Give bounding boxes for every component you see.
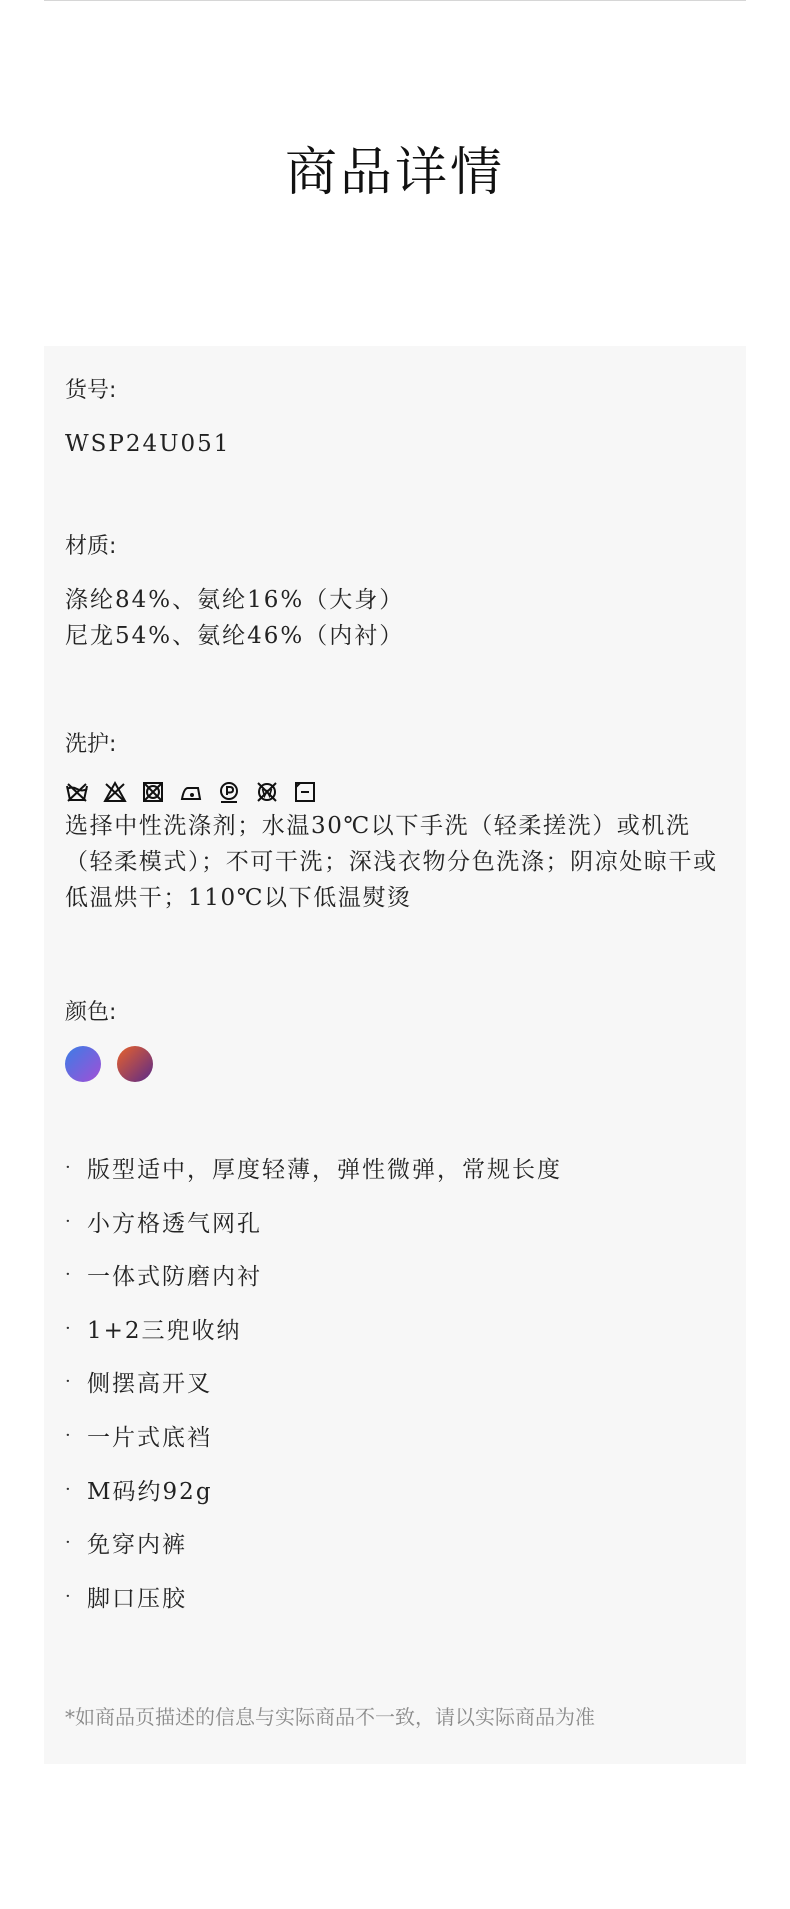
- page-title: 商品详情: [284, 143, 505, 203]
- feature-list: [65, 1152, 562, 1634]
- product-details-panel: [44, 346, 746, 1764]
- bullet: ·: [65, 1478, 73, 1500]
- do-not-bleach-icon: [103, 780, 127, 804]
- wet-clean-w-icon: [255, 780, 279, 804]
- material-line-2: 尼龙54%、氨纶46%（内衬）: [65, 623, 405, 649]
- bullet: ·: [65, 1210, 73, 1232]
- care-icons: [65, 780, 317, 804]
- color-label: 颜色:: [65, 1000, 117, 1025]
- list-item: [65, 1474, 562, 1528]
- care-label: 洗护:: [65, 732, 117, 757]
- do-not-wash-icon: [65, 780, 89, 804]
- feature-text: 小方格透气网孔: [87, 1210, 262, 1237]
- bullet: ·: [65, 1264, 73, 1286]
- bullet: ·: [65, 1371, 73, 1393]
- feature-text: M码约92g: [87, 1478, 213, 1505]
- iron-low-icon: [179, 780, 203, 804]
- bullet: ·: [65, 1317, 73, 1339]
- bullet: ·: [65, 1157, 73, 1178]
- material-label: 材质:: [65, 534, 117, 559]
- bullet: ·: [65, 1424, 73, 1446]
- list-item: [65, 1206, 562, 1260]
- feature-text: 一片式底裆: [87, 1424, 212, 1451]
- list-item: [65, 1366, 562, 1420]
- feature-text: 版型适中，厚度轻薄，弹性微弹，常规长度: [87, 1157, 562, 1183]
- list-item: [65, 1259, 562, 1313]
- feature-text: 一体式防磨内衬: [87, 1264, 262, 1291]
- list-item: [65, 1581, 562, 1635]
- list-item: [65, 1420, 562, 1474]
- feature-text: 免穿内裤: [87, 1532, 187, 1559]
- disclaimer-note: *如商品页描述的信息与实际商品不一致，请以实际商品为准: [65, 1705, 595, 1729]
- dry-clean-p-icon: [217, 780, 241, 804]
- color-swatch-orange-purple[interactable]: [117, 1046, 153, 1082]
- bullet: ·: [65, 1585, 73, 1607]
- bullet: ·: [65, 1532, 73, 1554]
- color-swatches: [65, 1046, 153, 1082]
- list-item: [65, 1152, 562, 1206]
- item-no-label: 货号:: [65, 378, 117, 403]
- item-no-value: WSP24U051: [65, 431, 231, 457]
- color-swatch-blue-purple[interactable]: [65, 1046, 101, 1082]
- list-item: [65, 1313, 562, 1367]
- feature-text: 侧摆高开叉: [87, 1371, 212, 1398]
- care-instructions: 选择中性洗涤剂；水温30℃以下手洗（轻柔搓洗）或机洗（轻柔模式）；不可干洗；深浅衣物分色洗涤；阴凉处晾干或低温烘干；110℃以下低温熨烫: [65, 813, 718, 911]
- feature-text: 1+2三兜收纳: [87, 1317, 242, 1344]
- material-line-1: 涤纶84%、氨纶16%（大身）: [65, 587, 405, 613]
- list-item: [65, 1527, 562, 1581]
- do-not-tumble-dry-icon: [141, 780, 165, 804]
- dry-in-shade-icon: [293, 780, 317, 804]
- top-divider: [44, 0, 746, 1]
- feature-text: 脚口压胶: [87, 1585, 187, 1612]
